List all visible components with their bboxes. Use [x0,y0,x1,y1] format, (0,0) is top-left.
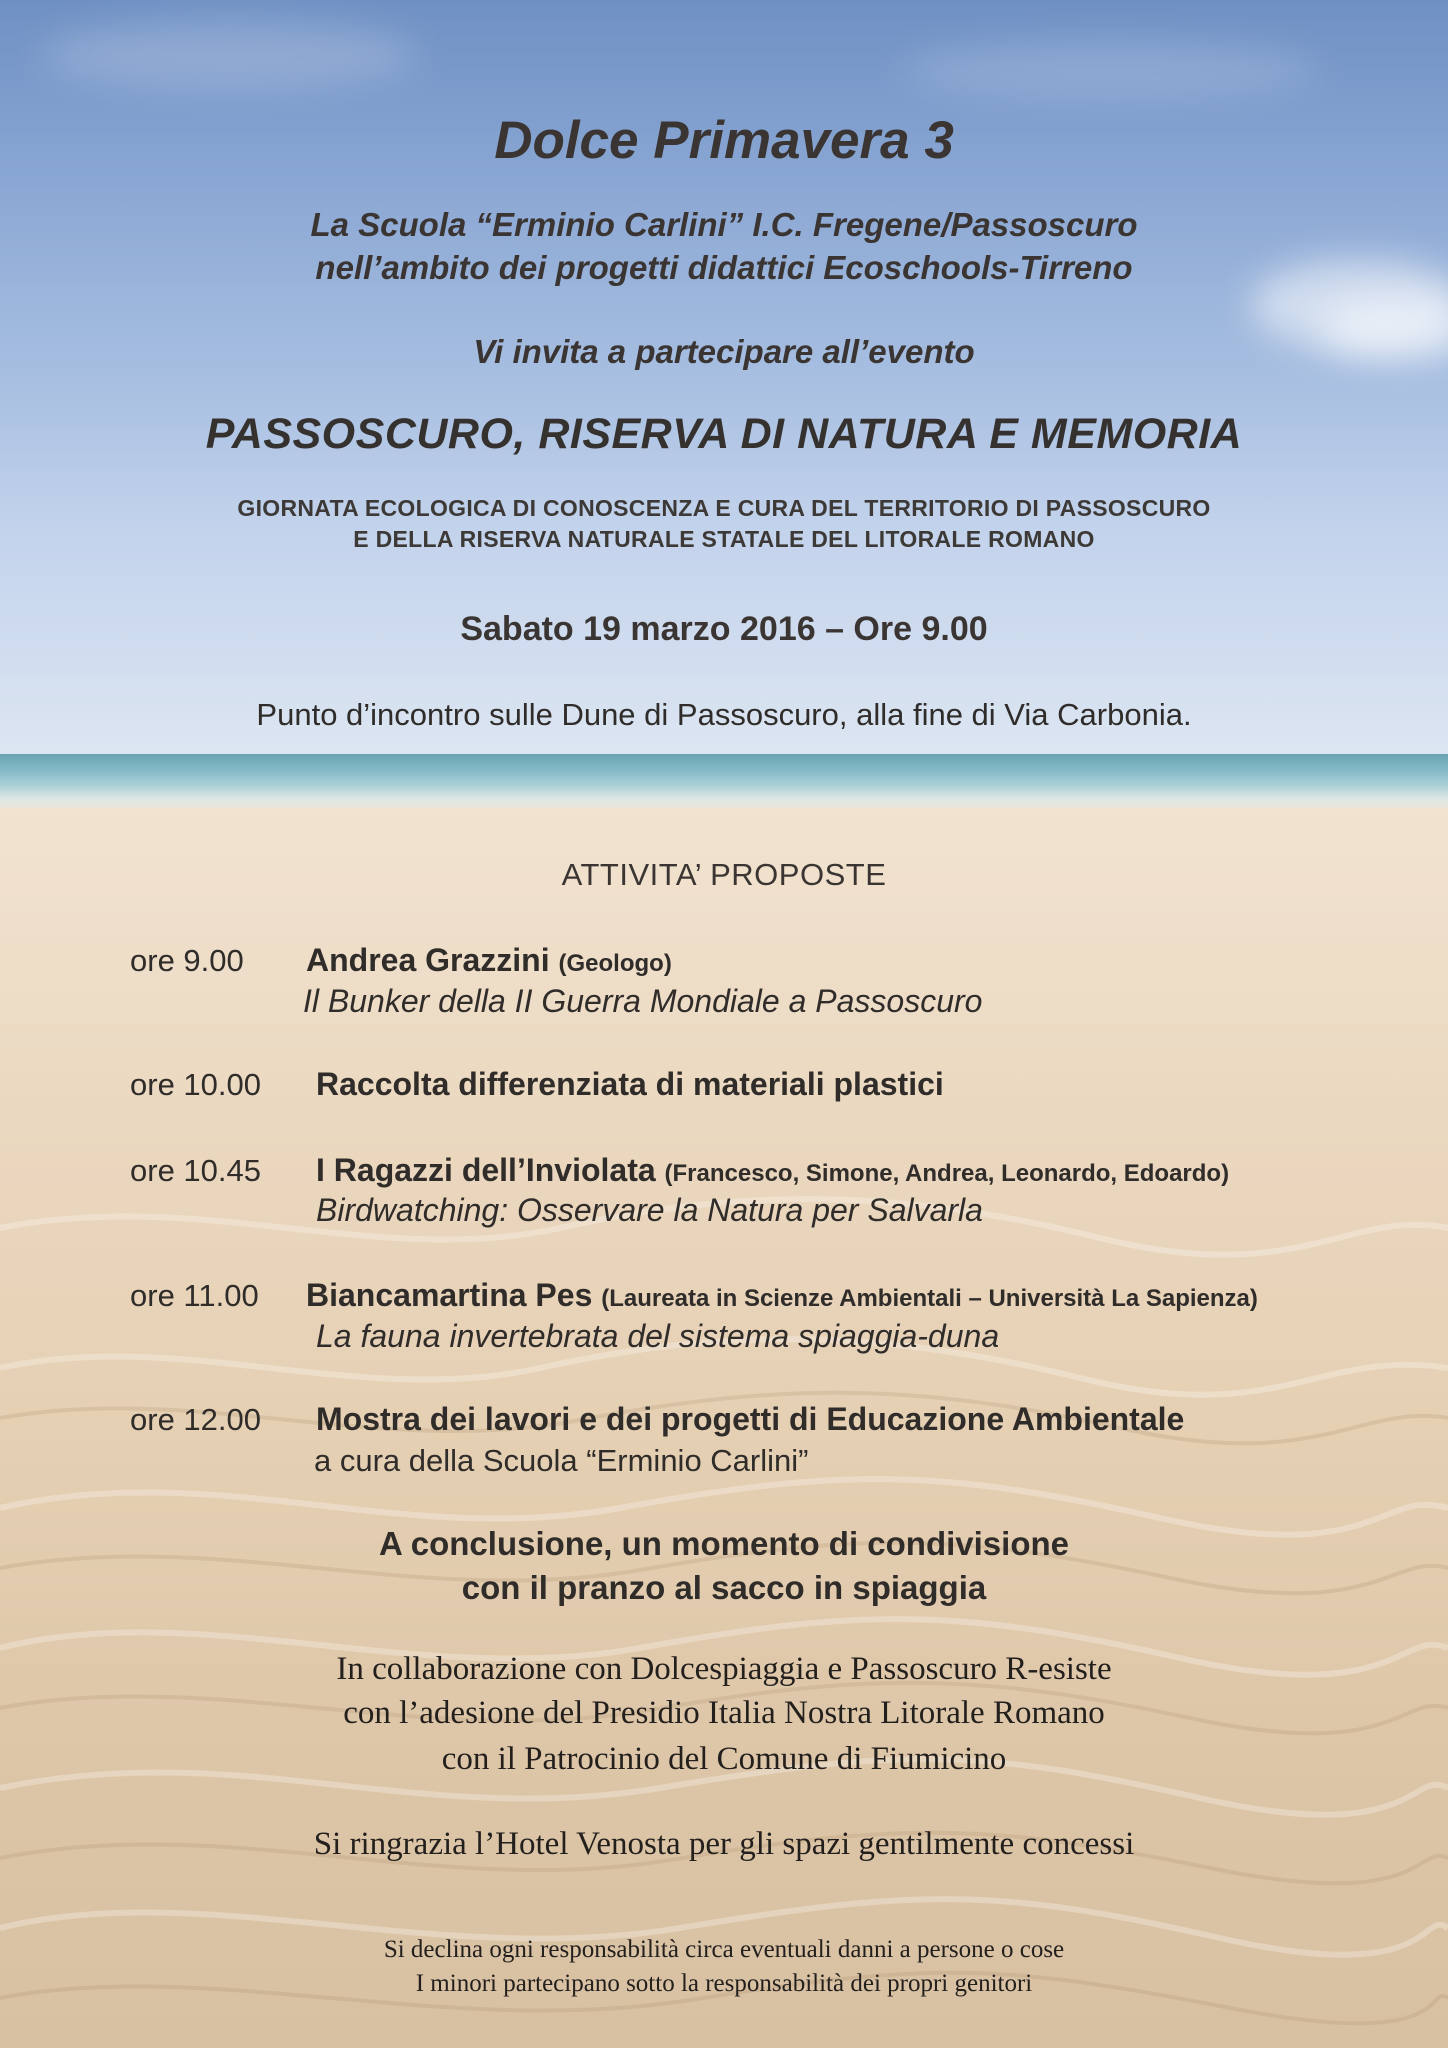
activities-heading: ATTIVITA’ PROPOSTE [561,857,887,892]
event-description-line2: E DELLA RISERVA NATURALE STATALE DEL LITORALE ROMANO [353,526,1095,552]
activity-note: (Laureata in Scienze Ambientali – Università La Sapienza) [601,1285,1258,1312]
activity-title [306,942,672,979]
activity-title: Mostra dei lavori e dei progetti di Educazione Ambientale [316,1401,1185,1437]
activity-title [316,1152,1229,1189]
activity-speaker: I Ragazzi dell’Inviolata [316,1152,656,1188]
school-line: La Scuola “Erminio Carlini” I.C. Fregene/Passoscuro [310,206,1138,243]
invite-line: Vi invita a partecipare all’evento [473,333,975,370]
event-description-line1: GIORNATA ECOLOGICA DI CONOSCENZA E CURA DEL TERRITORIO DI PASSOSCURO [237,495,1211,521]
activity-description: a cura della Scuola “Erminio Carlini” [314,1443,809,1478]
activity-note: (Francesco, Simone, Andrea, Leonardo, Edoardo) [664,1160,1230,1187]
adhesion-line: con l’adesione del Presidio Italia Nostra Litorale Romano [343,1695,1105,1731]
page-title: Dolce Primavera 3 [494,111,954,170]
event-date: Sabato 19 marzo 2016 – Ore 9.00 [460,610,988,648]
activity-description: La fauna invertebrata del sistema spiaggia-duna [316,1318,1000,1354]
conclusion-line1: A conclusione, un momento di condivisione [378,1525,1069,1562]
collaboration-line: In collaborazione con Dolcespiaggia e Passoscuro R-esiste [336,1651,1112,1687]
meeting-point: Punto d’incontro sulle Dune di Passoscuro, alla fine di Via Carbonia. [256,697,1192,732]
activity-speaker: Andrea Grazzini [306,942,550,978]
activity-time: ore 10.00 [130,1067,261,1102]
activity-time: ore 12.00 [130,1402,261,1437]
activity-description: Birdwatching: Osservare la Natura per Salvarla [316,1192,983,1228]
conclusion-line2: con il pranzo al sacco in spiaggia [461,1569,987,1606]
activity-title: Raccolta differenziata di materiali plastici [316,1066,944,1102]
disclaimer-line1: Si declina ogni responsabilità circa eventuali danni a persone o cose [383,1936,1065,1963]
activity-time: ore 11.00 [130,1278,259,1313]
patronage-line: con il Patrocinio del Comune di Fiumicino [441,1741,1007,1777]
project-line: nell’ambito dei progetti didattici Ecoschools-Tirreno [315,249,1133,286]
activity-time: ore 9.00 [130,943,244,978]
activity-note: (Geologo) [558,950,672,977]
activity-speaker: Biancamartina Pes [306,1277,593,1313]
event-title: PASSOSCURO, RISERVA DI NATURA E MEMORIA [205,410,1243,458]
activity-time: ore 10.45 [130,1153,261,1188]
activity-description: Il Bunker della II Guerra Mondiale a Passoscuro [303,983,983,1019]
thanks-line: Si ringrazia l’Hotel Venosta per gli spazi gentilmente concessi [313,1826,1135,1862]
disclaimer-line2: I minori partecipano sotto la responsabilità dei propri genitori [415,1970,1033,1997]
activity-title [306,1277,1258,1314]
